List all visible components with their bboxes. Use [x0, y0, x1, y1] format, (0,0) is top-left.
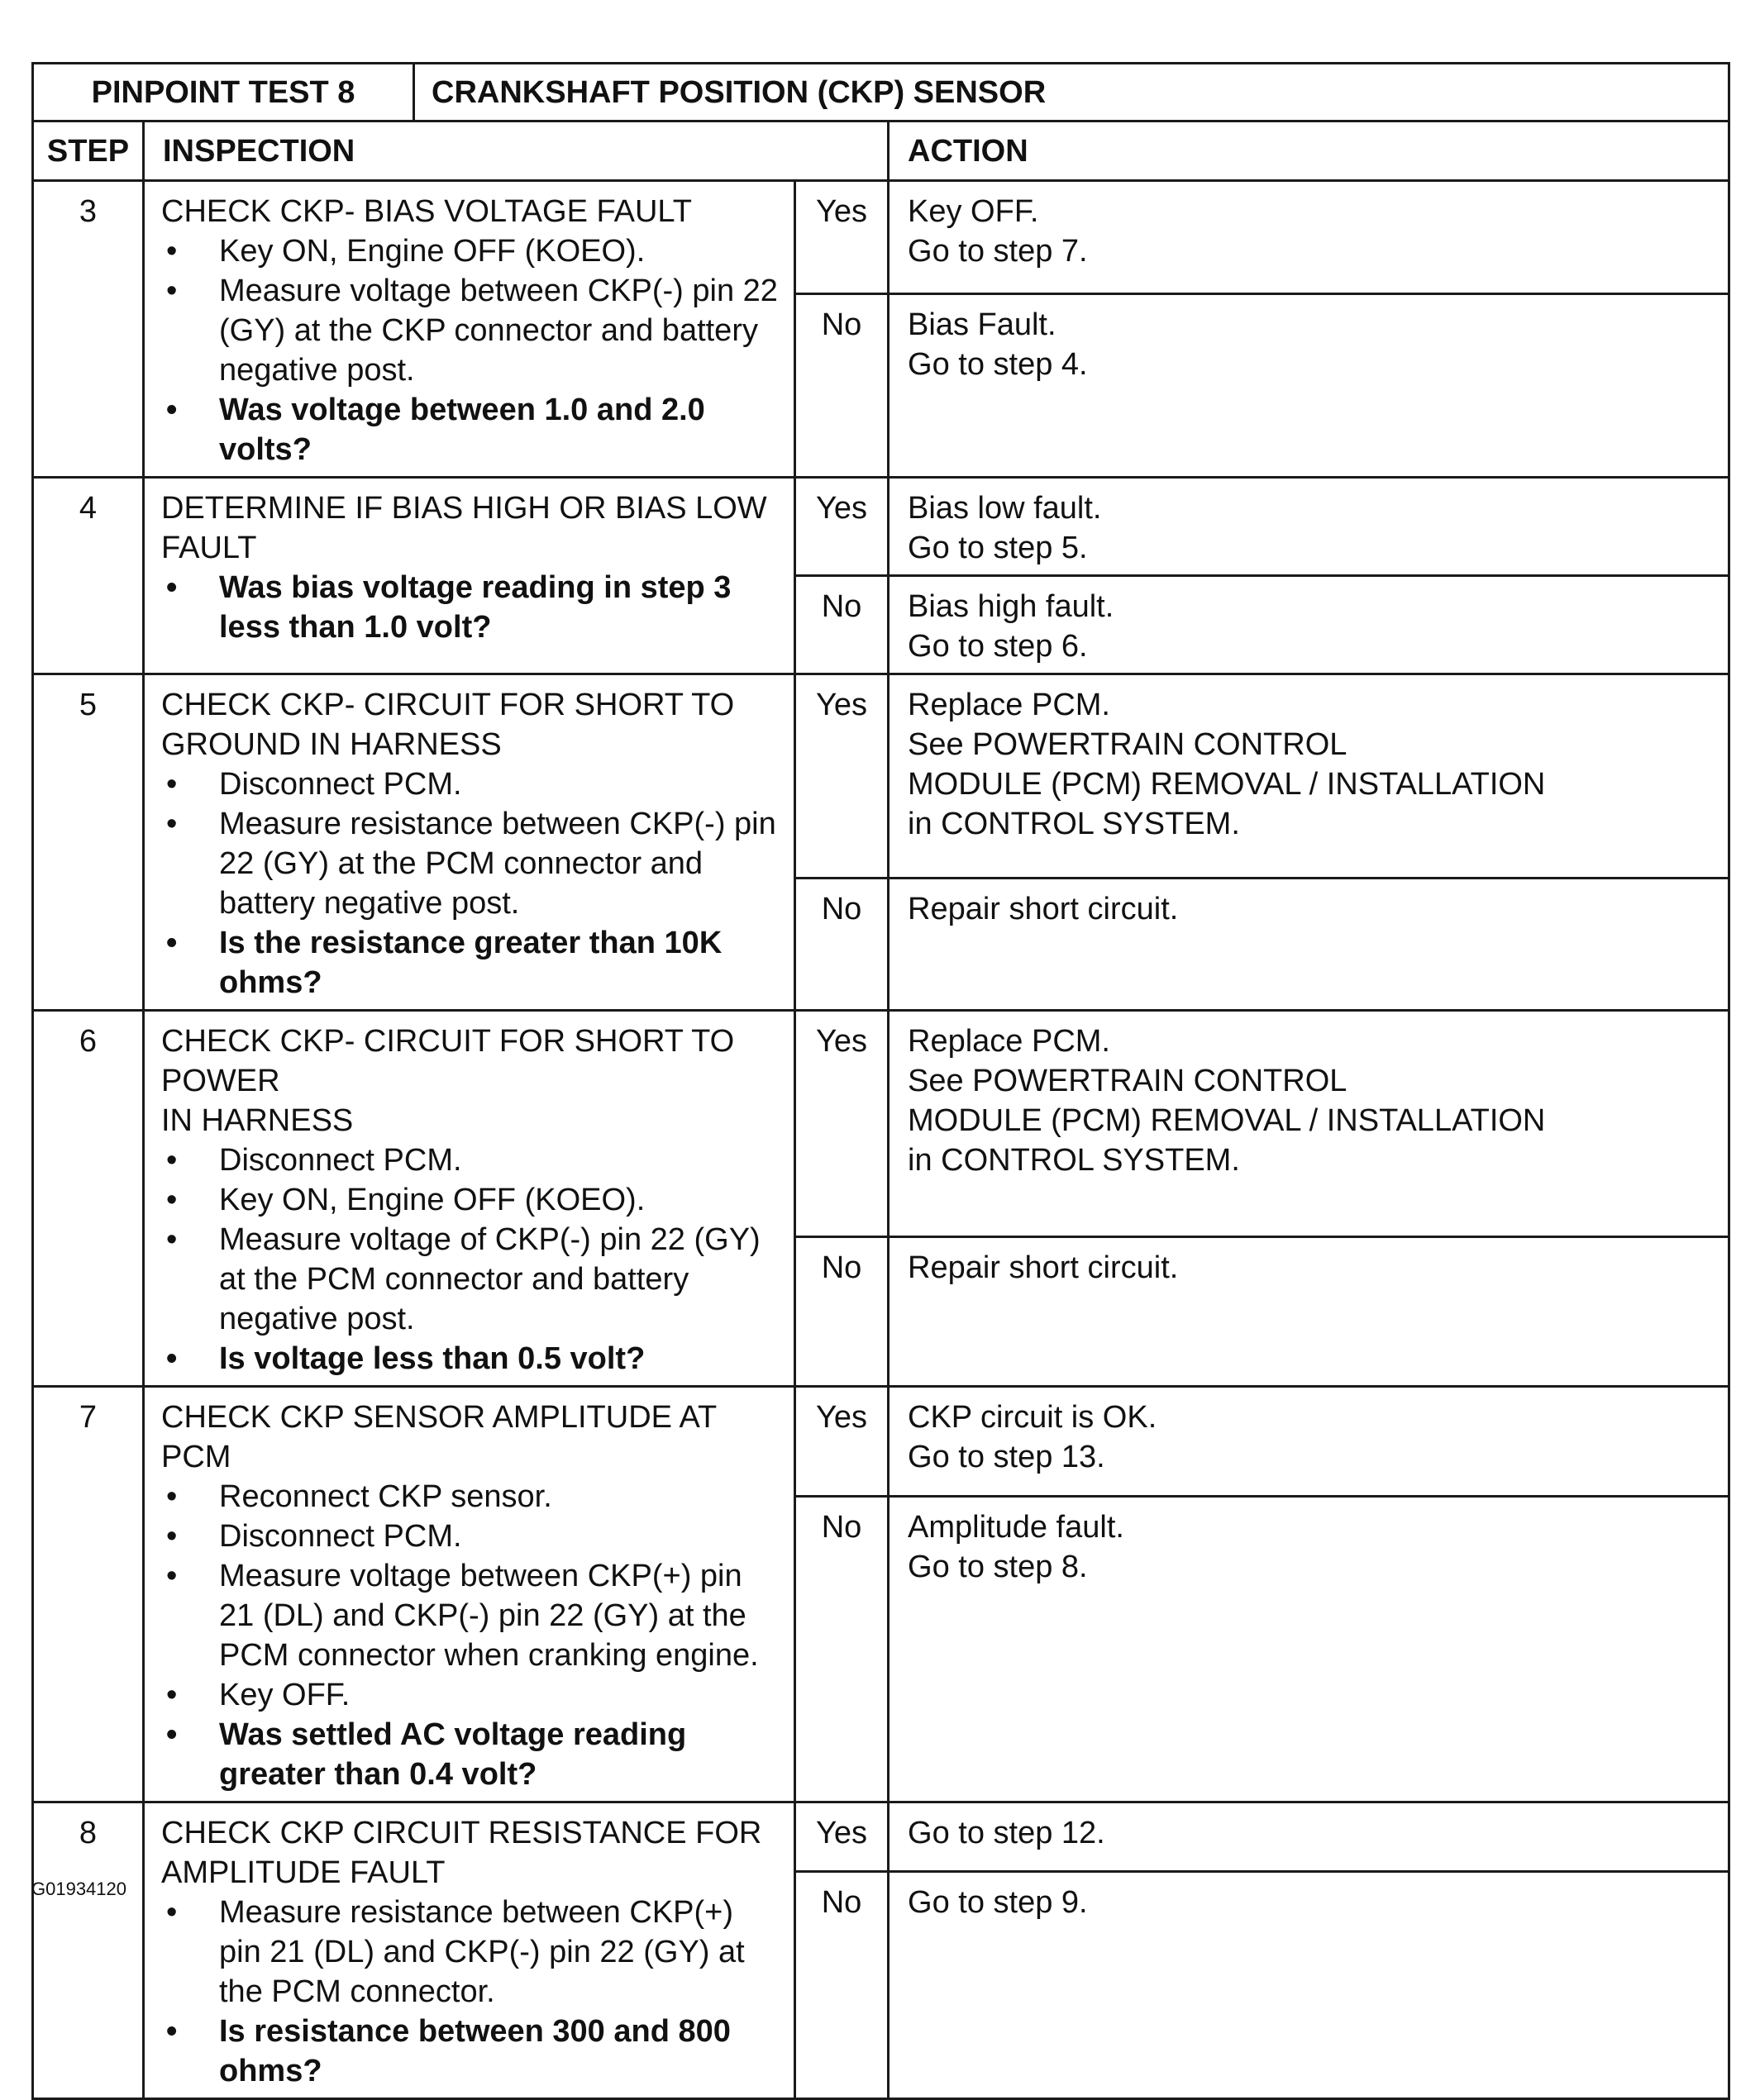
yes-action — [889, 674, 1729, 879]
action-line: MODULE (PCM) REMOVAL / INSTALLATION — [908, 1103, 1546, 1138]
no-label: No — [795, 1497, 889, 1802]
pinpoint-test-table — [31, 62, 1730, 2100]
inspection-bullet-list — [161, 1477, 782, 1794]
action-line: Key OFF. — [908, 194, 1039, 229]
yes-action — [889, 1011, 1729, 1237]
inspection-instruction: • Disconnect PCM. — [161, 1517, 782, 1556]
no-label: No — [795, 294, 889, 478]
inspection-heading: CHECK CKP- BIAS VOLTAGE FAULT — [161, 194, 692, 229]
action-line: Replace PCM. — [908, 1024, 1110, 1059]
action-line: MODULE (PCM) REMOVAL / INSTALLATION — [908, 767, 1546, 802]
no-label: No — [795, 1872, 889, 2099]
sensor-title: CRANKSHAFT POSITION (CKP) SENSOR — [414, 64, 1729, 121]
step-number: 5 — [33, 674, 144, 1011]
step-number: 4 — [33, 478, 144, 674]
no-action — [889, 294, 1729, 478]
inspection-instruction: • Measure resistance between CKP(-) pin 22 (GY) at the PCM connector and battery negative post. — [161, 804, 782, 923]
inspection-instruction: • Key ON, Engine OFF (KOEO). — [161, 1180, 782, 1220]
inspection-question: • Was settled AC voltage reading greater than 0.4 volt? — [161, 1715, 782, 1794]
inspection-instruction: • Disconnect PCM. — [161, 1140, 782, 1180]
action-line: Repair short circuit. — [908, 891, 1179, 926]
action-line: Bias low fault. — [908, 491, 1102, 526]
inspection-instruction: • Key ON, Engine OFF (KOEO). — [161, 231, 782, 271]
figure-id: G01934120 — [31, 1879, 126, 1899]
action-line: Replace PCM. — [908, 688, 1110, 722]
step-row — [33, 674, 1729, 879]
action-line: Go to step 4. — [908, 347, 1088, 383]
action-line: Go to step 12. — [908, 1816, 1105, 1850]
yes-label: Yes — [795, 674, 889, 879]
inspection-column-header: INSPECTION — [144, 121, 889, 181]
inspection-question: • Is resistance between 300 and 800 ohms? — [161, 2012, 782, 2091]
inspection-heading: CHECK CKP- CIRCUIT FOR SHORT TO POWER IN HARNESS — [161, 1024, 735, 1138]
action-column-header: ACTION — [889, 121, 1729, 181]
inspection-bullet-list — [161, 1140, 782, 1379]
yes-label: Yes — [795, 1387, 889, 1497]
no-action — [889, 1872, 1729, 2099]
no-label: No — [795, 878, 889, 1010]
no-action — [889, 1497, 1729, 1802]
action-line: Amplitude fault. — [908, 1510, 1124, 1545]
action-line: Bias Fault. — [908, 307, 1056, 343]
title-row — [33, 64, 1729, 121]
inspection-cell — [144, 1802, 795, 2099]
inspection-cell — [144, 1011, 795, 1387]
inspection-heading: CHECK CKP- CIRCUIT FOR SHORT TO GROUND IN HARNESS — [161, 688, 735, 762]
action-line: Go to step 6. — [908, 629, 1088, 664]
inspection-cell — [144, 1387, 795, 1802]
inspection-cell — [144, 478, 795, 674]
action-line: in CONTROL SYSTEM. — [908, 1143, 1240, 1178]
action-line: Go to step 5. — [908, 531, 1088, 565]
inspection-instruction: • Disconnect PCM. — [161, 764, 782, 804]
action-line: See POWERTRAIN CONTROL — [908, 1064, 1347, 1098]
inspection-heading: DETERMINE IF BIAS HIGH OR BIAS LOW FAULT — [161, 491, 767, 565]
action-line: Go to step 7. — [908, 234, 1088, 269]
step-row — [33, 181, 1729, 294]
no-label: No — [795, 576, 889, 674]
inspection-bullet-list — [161, 568, 782, 647]
inspection-question: • Was voltage between 1.0 and 2.0 volts? — [161, 390, 782, 469]
yes-label: Yes — [795, 1011, 889, 1237]
step-row — [33, 1387, 1729, 1497]
inspection-bullet-list — [161, 764, 782, 1002]
action-line: Bias high fault. — [908, 589, 1114, 624]
yes-action — [889, 181, 1729, 294]
step-number: 8 — [33, 1802, 144, 2099]
step-number: 7 — [33, 1387, 144, 1802]
inspection-instruction: • Key OFF. — [161, 1675, 782, 1715]
no-label: No — [795, 1237, 889, 1387]
action-line: Go to step 13. — [908, 1440, 1105, 1474]
inspection-heading: CHECK CKP CIRCUIT RESISTANCE FOR AMPLITUDE FAULT — [161, 1816, 762, 1890]
action-line: Go to step 9. — [908, 1885, 1088, 1921]
action-line: Repair short circuit. — [908, 1250, 1179, 1286]
inspection-cell — [144, 674, 795, 1011]
test-number-label: PINPOINT TEST 8 — [33, 64, 414, 121]
yes-label: Yes — [795, 1802, 889, 1872]
action-line: See POWERTRAIN CONTROL — [908, 727, 1347, 762]
step-row — [33, 1802, 1729, 1872]
no-action — [889, 878, 1729, 1010]
inspection-instruction: • Measure voltage between CKP(+) pin 21 (DL) and CKP(-) pin 22 (GY) at the PCM connector when cranking engine. — [161, 1556, 782, 1675]
yes-action — [889, 478, 1729, 576]
yes-label: Yes — [795, 478, 889, 576]
yes-action — [889, 1802, 1729, 1872]
yes-label: Yes — [795, 181, 889, 294]
action-line: in CONTROL SYSTEM. — [908, 807, 1240, 841]
step-number: 3 — [33, 181, 144, 478]
no-action — [889, 1237, 1729, 1387]
column-header-row — [33, 121, 1729, 181]
inspection-question: • Is voltage less than 0.5 volt? — [161, 1339, 782, 1379]
action-line: CKP circuit is OK. — [908, 1400, 1157, 1435]
action-line: Go to step 8. — [908, 1550, 1088, 1585]
inspection-bullet-list — [161, 1893, 782, 2091]
step-number: 6 — [33, 1011, 144, 1387]
inspection-heading: CHECK CKP SENSOR AMPLITUDE AT PCM — [161, 1400, 717, 1474]
yes-action — [889, 1387, 1729, 1497]
inspection-instruction: • Reconnect CKP sensor. — [161, 1477, 782, 1517]
inspection-instruction: • Measure resistance between CKP(+) pin 21 (DL) and CKP(-) pin 22 (GY) at the PCM connector. — [161, 1893, 782, 2012]
inspection-instruction: • Measure voltage between CKP(-) pin 22 (GY) at the CKP connector and battery negative post. — [161, 271, 782, 390]
inspection-question: • Was bias voltage reading in step 3 less than 1.0 volt? — [161, 568, 782, 647]
step-column-header: STEP — [33, 121, 144, 181]
no-action — [889, 576, 1729, 674]
inspection-cell — [144, 181, 795, 478]
inspection-question: • Is the resistance greater than 10K ohms? — [161, 923, 782, 1002]
step-row — [33, 478, 1729, 576]
inspection-bullet-list — [161, 231, 782, 469]
inspection-instruction: • Measure voltage of CKP(-) pin 22 (GY) at the PCM connector and battery negative post. — [161, 1220, 782, 1339]
step-row — [33, 1011, 1729, 1237]
